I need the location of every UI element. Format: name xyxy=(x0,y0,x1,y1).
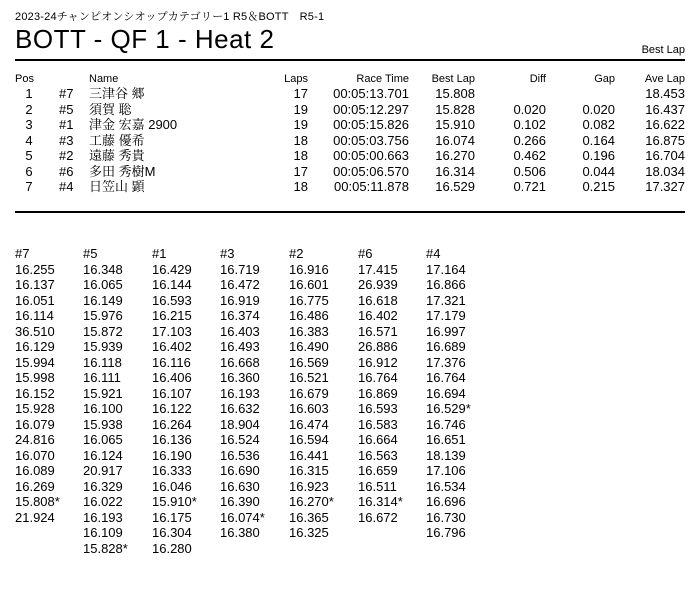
lap-time: 17.415 xyxy=(358,261,398,277)
result-name: 津金 宏嘉 2900 xyxy=(89,117,178,132)
best-lap-label: Best Lap xyxy=(641,44,685,56)
lap-time: 16.563 xyxy=(358,447,398,463)
lap-time: 16.314* xyxy=(358,494,403,509)
lap-time: 15.910* xyxy=(152,494,197,509)
lap-time: 16.325 xyxy=(289,525,329,540)
column-diff: Diff xyxy=(529,73,546,85)
lap-time: 16.079 xyxy=(15,416,55,432)
result-number: #2 xyxy=(59,148,74,163)
lap-column-number: #6 xyxy=(358,246,373,261)
lap-time: 16.696 xyxy=(426,494,466,509)
result-name: 工藤 優希 xyxy=(89,132,145,148)
lap-column-number: #7 xyxy=(15,246,30,261)
lap-time: 16.912 xyxy=(358,354,398,370)
result-row xyxy=(15,117,685,133)
lap-time: 17.164 xyxy=(426,261,466,277)
lap-time: 16.603 xyxy=(289,401,329,416)
lap-time: 16.403 xyxy=(220,323,260,339)
lap-time: 16.866 xyxy=(426,277,466,292)
lap-time: 15.808* xyxy=(15,494,60,509)
lap-time: 16.129 xyxy=(15,339,55,354)
lap-time: 16.511 xyxy=(358,478,397,494)
lap-time: 16.919 xyxy=(220,292,260,308)
lap-time: 16.916 xyxy=(289,261,329,277)
lap-time: 16.122 xyxy=(152,401,192,416)
lap-time: 20.917 xyxy=(83,463,123,478)
result-pos: 5 xyxy=(25,148,33,163)
report-subtitle: 2023-24チャンピオンシオップカテゴリー1 R5＆BOTT R5-1 xyxy=(15,11,325,23)
result-ave-lap: 16.875 xyxy=(645,132,685,148)
lap-time: 16.486 xyxy=(289,308,329,323)
result-laps: 17 xyxy=(293,86,308,101)
result-pos: 4 xyxy=(25,132,33,148)
result-best-lap: 16.314 xyxy=(435,163,475,179)
result-laps: 18 xyxy=(293,179,308,194)
report-title: BOTT - QF 1 - Heat 2 xyxy=(15,24,275,54)
result-laps: 19 xyxy=(293,101,308,117)
lap-time: 16.136 xyxy=(152,432,192,447)
lap-time: 16.070 xyxy=(15,447,55,463)
lap-time: 21.924 xyxy=(15,509,55,525)
lap-time: 16.719 xyxy=(220,261,260,277)
lap-time: 16.152 xyxy=(15,385,55,401)
result-row xyxy=(15,102,685,118)
lap-time: 26.886 xyxy=(358,339,398,354)
result-gap: 0.215 xyxy=(582,179,615,194)
result-number: #4 xyxy=(59,179,74,194)
column-pos: Pos xyxy=(15,73,34,85)
lap-time: 16.100 xyxy=(83,401,123,416)
result-row xyxy=(15,133,685,149)
lap-time: 16.348 xyxy=(83,261,123,277)
result-best-lap: 16.270 xyxy=(435,148,475,163)
lap-time: 16.601 xyxy=(289,277,329,292)
lap-time: 17.103 xyxy=(152,323,192,339)
result-laps: 19 xyxy=(293,117,308,132)
result-ave-lap: 16.437 xyxy=(645,101,685,117)
lap-time: 16.429 xyxy=(152,261,192,277)
result-race-time: 00:05:00.663 xyxy=(333,148,409,163)
result-gap: 0.020 xyxy=(582,101,615,117)
lap-time: 16.651 xyxy=(426,432,466,447)
result-laps: 18 xyxy=(293,148,308,163)
lap-time: 16.149 xyxy=(83,292,123,308)
lap-time: 16.536 xyxy=(220,447,260,463)
lap-time: 16.534 xyxy=(426,478,466,494)
lap-time: 15.928 xyxy=(15,401,55,416)
column-race-time: Race Time xyxy=(356,73,409,85)
lap-time: 17.179 xyxy=(426,308,466,323)
lap-time: 16.333 xyxy=(152,463,192,478)
lap-time: 16.402 xyxy=(152,339,192,354)
result-race-time: 00:05:12.297 xyxy=(333,101,409,117)
result-ave-lap: 16.622 xyxy=(645,117,685,132)
lap-time: 16.668 xyxy=(220,354,260,370)
result-best-lap: 15.808 xyxy=(435,86,475,101)
result-gap: 0.164 xyxy=(582,132,615,148)
lap-column-number: #5 xyxy=(83,246,98,261)
result-best-lap: 15.828 xyxy=(435,101,475,117)
result-gap: 0.082 xyxy=(582,117,615,132)
lap-time: 16.529* xyxy=(426,401,471,416)
lap-column xyxy=(15,246,81,525)
lap-time: 16.694 xyxy=(426,385,466,401)
lap-time: 16.329 xyxy=(83,478,123,494)
lap-time: 16.051 xyxy=(15,292,55,308)
column-ave-lap: Ave Lap xyxy=(644,73,685,85)
result-gap: 0.044 xyxy=(582,163,615,179)
lap-time: 36.510 xyxy=(15,323,55,339)
lap-time: 16.472 xyxy=(220,277,260,292)
lap-time: 16.114 xyxy=(15,308,54,323)
result-ave-lap: 17.327 xyxy=(645,179,685,194)
lap-time: 24.816 xyxy=(15,432,55,447)
lap-time: 15.872 xyxy=(83,323,123,339)
lap-time: 16.124 xyxy=(83,447,123,463)
lap-time: 16.618 xyxy=(358,292,398,308)
lap-time: 16.193 xyxy=(220,385,260,401)
bottom-rule xyxy=(15,211,685,213)
lap-time: 16.215 xyxy=(152,308,192,323)
lap-time: 15.938 xyxy=(83,416,123,432)
lap-time: 16.193 xyxy=(83,509,123,525)
lap-time: 16.441 xyxy=(289,447,329,463)
lap-column-number: #1 xyxy=(152,246,167,261)
result-pos: 6 xyxy=(25,163,33,179)
lap-time: 17.376 xyxy=(426,354,466,370)
lap-time: 16.304 xyxy=(152,525,192,540)
lap-time: 16.137 xyxy=(15,277,55,292)
lap-time: 17.106 xyxy=(426,463,466,478)
result-laps: 18 xyxy=(293,132,308,148)
lap-time: 16.869 xyxy=(358,385,398,401)
lap-time: 16.360 xyxy=(220,370,260,385)
lap-time: 16.390 xyxy=(220,494,260,509)
lap-time: 16.764 xyxy=(426,370,466,385)
result-number: #1 xyxy=(59,117,74,132)
lap-column xyxy=(289,246,355,541)
lap-time: 16.659 xyxy=(358,463,398,478)
lap-time: 16.493 xyxy=(220,339,260,354)
results-header-row xyxy=(15,73,685,86)
result-best-lap: 16.074 xyxy=(435,132,475,148)
lap-time: 16.365 xyxy=(289,509,329,525)
lap-time: 16.524 xyxy=(220,432,260,447)
lap-time: 16.144 xyxy=(152,277,192,292)
lap-time: 16.474 xyxy=(289,416,329,432)
lap-time: 16.593 xyxy=(152,292,192,308)
lap-time: 15.828* xyxy=(83,540,128,556)
lap-column xyxy=(220,246,286,541)
result-race-time: 00:05:15.826 xyxy=(333,117,409,132)
lap-time: 16.255 xyxy=(15,261,55,277)
lap-time: 16.679 xyxy=(289,385,329,401)
lap-time: 16.690 xyxy=(220,463,260,478)
lap-time: 18.904 xyxy=(220,416,260,432)
result-best-lap: 16.529 xyxy=(435,179,475,194)
lap-time: 16.689 xyxy=(426,339,466,354)
lap-time: 16.264 xyxy=(152,416,192,432)
result-gap: 0.196 xyxy=(582,148,615,163)
result-diff: 0.721 xyxy=(513,179,546,194)
result-row xyxy=(15,86,685,102)
lap-time: 16.775 xyxy=(289,292,329,308)
lap-time: 16.490 xyxy=(289,339,329,354)
lap-time: 16.664 xyxy=(358,432,398,447)
lap-time: 16.270* xyxy=(289,494,334,509)
column-gap: Gap xyxy=(594,73,615,85)
lap-time: 15.998 xyxy=(15,370,55,385)
result-pos: 3 xyxy=(25,117,33,132)
result-best-lap: 15.910 xyxy=(435,117,475,132)
lap-time: 16.764 xyxy=(358,370,398,385)
lap-time: 16.571 xyxy=(358,323,398,339)
lap-column xyxy=(358,246,424,525)
column-laps: Laps xyxy=(284,73,308,85)
result-diff: 0.462 xyxy=(513,148,546,163)
lap-time: 15.994 xyxy=(15,354,55,370)
result-pos: 7 xyxy=(25,179,33,194)
lap-time: 16.022 xyxy=(83,494,123,509)
lap-time: 15.976 xyxy=(83,308,123,323)
lap-time: 16.923 xyxy=(289,478,329,494)
result-diff: 0.102 xyxy=(513,117,546,132)
lap-time: 16.116 xyxy=(152,354,191,370)
lap-time: 15.921 xyxy=(83,385,123,401)
result-name: 須賀 聡 xyxy=(89,101,132,117)
result-diff: 0.266 xyxy=(513,132,546,148)
lap-time: 16.380 xyxy=(220,525,260,540)
lap-time: 16.632 xyxy=(220,401,260,416)
lap-column xyxy=(426,246,492,541)
result-name: 遠藤 秀貴 xyxy=(89,148,145,163)
lap-time: 26.939 xyxy=(358,277,398,292)
lap-time: 16.074* xyxy=(220,509,265,525)
results-table xyxy=(15,73,685,195)
lap-time: 16.746 xyxy=(426,416,466,432)
lap-time: 16.569 xyxy=(289,354,329,370)
column-best-lap: Best Lap xyxy=(431,73,475,85)
lap-time: 16.383 xyxy=(289,323,329,339)
lap-time: 16.672 xyxy=(358,509,398,525)
lap-time: 16.046 xyxy=(152,478,192,494)
lap-time: 16.118 xyxy=(83,354,122,370)
lap-time: 18.139 xyxy=(426,447,466,463)
lap-time: 16.280 xyxy=(152,540,192,556)
lap-time: 16.374 xyxy=(220,308,260,323)
top-rule xyxy=(15,59,685,61)
lap-time: 16.107 xyxy=(152,385,192,401)
lap-time: 16.796 xyxy=(426,525,466,540)
lap-time: 16.406 xyxy=(152,370,192,385)
lap-time: 16.594 xyxy=(289,432,329,447)
result-ave-lap: 18.453 xyxy=(645,86,685,101)
result-ave-lap: 16.704 xyxy=(645,148,685,163)
result-name: 多田 秀樹M xyxy=(89,163,156,179)
lap-column xyxy=(83,246,149,556)
result-row xyxy=(15,164,685,180)
result-row xyxy=(15,179,685,195)
result-diff: 0.020 xyxy=(513,101,546,117)
lap-time: 16.111 xyxy=(83,370,121,385)
result-row xyxy=(15,148,685,164)
result-name: 日笠山 顕 xyxy=(89,179,145,194)
lap-time: 16.730 xyxy=(426,509,466,525)
lap-column-number: #4 xyxy=(426,246,441,261)
result-ave-lap: 18.034 xyxy=(645,163,685,179)
column-name: Name xyxy=(89,73,119,85)
result-race-time: 00:05:13.701 xyxy=(333,86,409,101)
result-race-time: 00:05:03.756 xyxy=(333,132,409,148)
lap-time: 16.583 xyxy=(358,416,398,432)
lap-time: 16.175 xyxy=(152,509,192,525)
result-diff: 0.506 xyxy=(513,163,546,179)
result-laps: 17 xyxy=(293,163,308,179)
lap-column xyxy=(152,246,218,556)
result-number: #7 xyxy=(59,86,74,101)
lap-time: 16.630 xyxy=(220,478,260,494)
lap-time: 16.269 xyxy=(15,478,55,494)
lap-time: 16.190 xyxy=(152,447,192,463)
result-number: #3 xyxy=(59,132,74,148)
lap-time: 16.997 xyxy=(426,323,466,339)
result-number: #6 xyxy=(59,163,74,179)
lap-time: 17.321 xyxy=(426,292,466,308)
lap-time: 16.089 xyxy=(15,463,55,478)
lap-time: 16.402 xyxy=(358,308,398,323)
lap-time: 16.065 xyxy=(83,432,123,447)
result-pos: 2 xyxy=(25,101,33,117)
lap-time: 16.065 xyxy=(83,277,123,292)
result-race-time: 00:05:06.570 xyxy=(333,163,409,179)
lap-time: 16.109 xyxy=(83,525,123,540)
lap-time: 16.521 xyxy=(289,370,329,385)
lap-column-number: #2 xyxy=(289,246,304,261)
result-race-time: 00:05:11.878 xyxy=(334,179,409,194)
result-number: #5 xyxy=(59,101,74,117)
lap-time: 16.315 xyxy=(289,463,329,478)
lap-column-number: #3 xyxy=(220,246,235,261)
lap-time: 15.939 xyxy=(83,339,123,354)
lap-time: 16.593 xyxy=(358,401,398,416)
result-pos: 1 xyxy=(25,86,33,101)
result-name: 三津谷 郷 xyxy=(89,86,145,101)
